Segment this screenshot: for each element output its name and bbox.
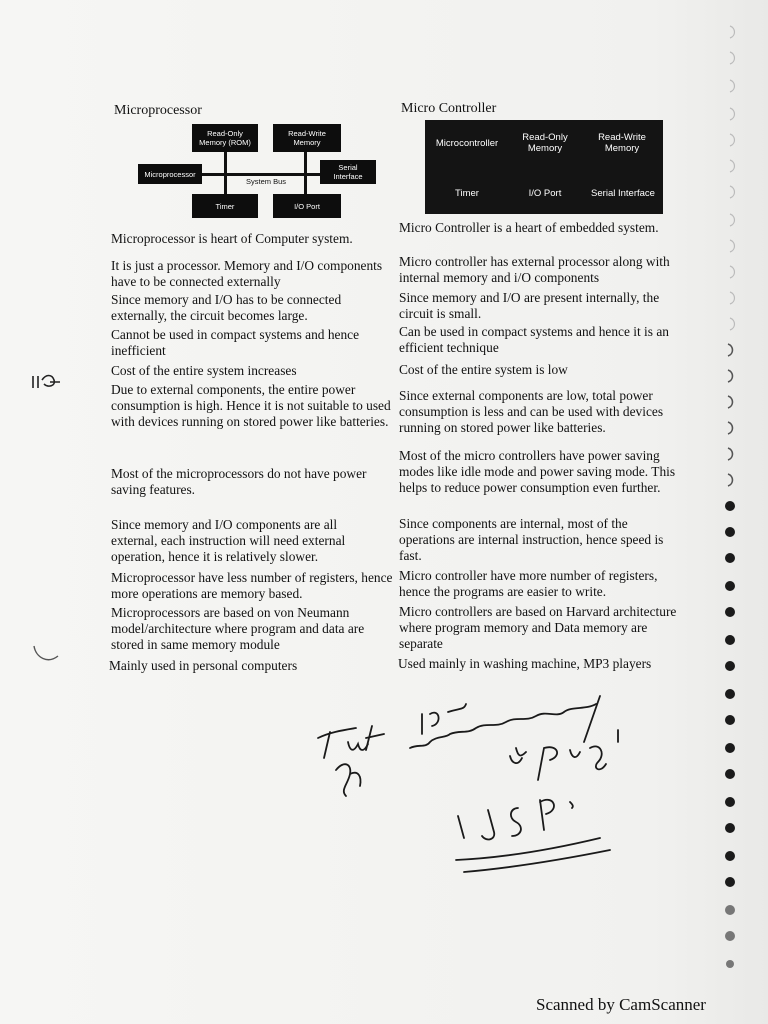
row-8-micro-controller: Since components are internal, most of the operations are internal instruction, hence speed is fast. — [399, 516, 664, 563]
row-7-micro-controller: Most of the micro controllers have power saving modes like idle mode and power saving mode. This helps to reduce power consumption even further. — [399, 448, 676, 495]
row-2-micro-controller: Micro controller has external processor along with internal memory and i/O components — [399, 254, 670, 285]
serial-interface-block: Serial Interface — [320, 160, 376, 184]
mc-rom-cell: Read-Only Memory — [522, 132, 568, 154]
bus-connector — [224, 152, 227, 194]
micro-controller-diagram — [425, 120, 663, 214]
micro-controller-heading: Micro Controller — [401, 101, 497, 116]
margin-scribble — [32, 642, 62, 668]
row-10-microprocessor: Microprocessors are based on von Neumann model/architecture where program and data are stored in same memory module — [111, 605, 365, 652]
system-bus-line — [202, 173, 320, 176]
row-6-microprocessor: Due to external components, the entire power consumption is high. Hence it is not suitable to used with devices running on stored power like batteries. — [111, 382, 391, 429]
cpu-block: Microprocessor — [138, 164, 202, 184]
microprocessor-diagram — [138, 122, 378, 220]
row-3-microprocessor: Since memory and I/O has to be connected externally, the circuit becomes large. — [111, 292, 342, 323]
row-11-micro-controller: Used mainly in washing machine, MP3 players — [398, 656, 652, 671]
rw-memory-block: Read-Write Memory — [273, 124, 341, 152]
mc-serial-interface-cell: Serial Interface — [591, 187, 655, 199]
row-4-micro-controller: Can be used in compact systems and hence it is an efficient technique — [399, 324, 669, 355]
margin-scribble — [30, 372, 64, 396]
row-6-micro-controller: Since external components are low, total power consumption is less and can be used with devices running on stored power like batteries. — [399, 388, 664, 435]
row-1-microprocessor: Microprocessor is heart of Computer system. — [111, 231, 353, 246]
row-9-microprocessor: Microprocessor have less number of registers, hence more operations are memory based. — [111, 570, 393, 601]
row-10-micro-controller: Micro controllers are based on Harvard architecture where program memory and Data memory are separate — [399, 604, 677, 651]
row-8-microprocessor: Since memory and I/O components are all external, each instruction will need external operation, hence it is relatively slower. — [111, 517, 346, 564]
row-1-micro-controller: Micro Controller is a heart of embedded system. — [399, 220, 659, 235]
microprocessor-heading: Microprocessor — [114, 103, 202, 118]
row-11-microprocessor: Mainly used in personal computers — [109, 658, 298, 673]
row-5-micro-controller: Cost of the entire system is low — [399, 362, 568, 377]
mc-rw-cell: Read-Write Memory — [598, 132, 646, 154]
row-7-microprocessor: Most of the microprocessors do not have power saving features. — [111, 466, 367, 497]
row-4-microprocessor: Cannot be used in compact systems and hence inefficient — [111, 327, 360, 358]
io-port-block: I/O Port — [273, 194, 341, 218]
row-2-microprocessor: It is just a processor. Memory and I/O components have to be connected externally — [111, 258, 383, 289]
row-3-micro-controller: Since memory and I/O are present internally, the circuit is small. — [399, 290, 660, 321]
mc-io-port-cell: I/O Port — [528, 187, 562, 199]
mc-timer-cell: Timer — [455, 187, 479, 199]
binder-holes — [714, 14, 754, 974]
timer-block: Timer — [192, 194, 258, 218]
handwritten-annotation — [300, 690, 660, 900]
bus-connector — [304, 152, 307, 194]
rom-block: Read-Only Memory (ROM) — [192, 124, 258, 152]
row-5-microprocessor: Cost of the entire system increases — [111, 363, 297, 378]
scanner-watermark: Scanned by CamScanner — [536, 995, 706, 1014]
mc-core-cell: Microcontroller — [435, 137, 499, 149]
row-9-micro-controller: Micro controller have more number of registers, hence the programs are easier to write. — [399, 568, 658, 599]
system-bus-label: System Bus — [246, 177, 287, 186]
